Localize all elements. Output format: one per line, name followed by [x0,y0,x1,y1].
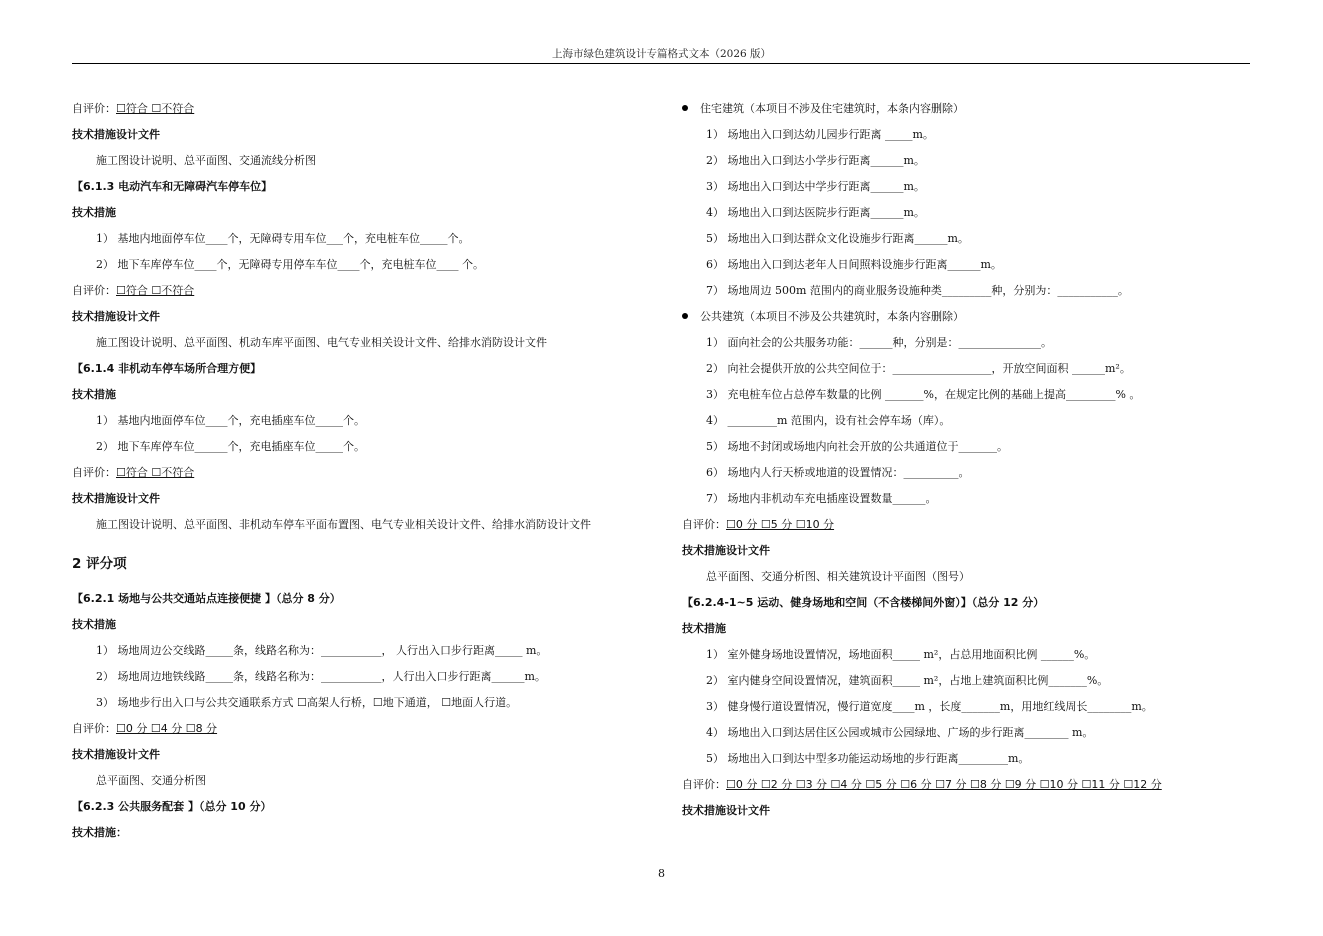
heading-line: 【6.2.3 公共服务配套 】（总分 10 分） [72,800,272,813]
self-evaluation-label: 自评价： [72,102,116,115]
self-evaluation-options[interactable]: ☐符合 ☐不符合 [116,466,195,479]
self-evaluation [682,772,1250,798]
heading-line: 【6.1.4 非机动车停车场所合理方便】 [72,362,262,375]
heading-line: 【6.1.3 电动汽车和无障碍汽车停车位】 [72,180,273,193]
heading-line: 技术措施 [72,618,116,631]
measure-item: 1） 室外健身场地设置情况，场地面积_____ m²，占总用地面积比例 ______%。 [706,648,1096,661]
heading-line: 技术措施设计文件 [682,804,770,817]
measure-item: 4） _________m 范围内，设有社会停车场（库）。 [706,414,951,427]
measure-item: 3） 场地出入口到达中学步行距离______m。 [706,180,925,193]
measure-item: 7） 场地内非机动车充电插座设置数量______。 [706,492,937,505]
measure-item: 4） 场地出入口到达居住区公园或城市公园绿地、广场的步行距离________ m。 [706,726,1094,739]
measure-item: 5） 场地出入口到达群众文化设施步行距离______m。 [706,232,969,245]
bullet-heading-text: 住宅建筑（本项目不涉及住宅建筑时，本条内容删除） [700,102,964,115]
self-evaluation-options[interactable]: ☐0 分 ☐4 分 ☐8 分 [116,722,218,735]
heading-line: 技术措施： [72,826,127,839]
heading-line: 技术措施 [72,388,116,401]
measure-item: 1） 场地周边公交线路_____条，线路名称为：___________， 人行出入口步行距离_____ m。 [96,644,548,657]
measure-item: 2） 场地周边地铁线路_____条，线路名称为：___________，人行出入口步行距离______m。 [96,670,546,683]
heading-line: 技术措施 [72,206,116,219]
self-evaluation-options[interactable]: ☐符合 ☐不符合 [116,102,195,115]
measure-item: 3） 健身慢行道设置情况，慢行道宽度____m ，长度_______m，用地红线周长________m。 [706,700,1153,713]
section-title: 2 评分项 [72,556,127,572]
measure-item: 6） 场地出入口到达老年人日间照料设施步行距离______m。 [706,258,1002,271]
design-document-list: 施工图设计说明、总平面图、机动车库平面图、电气专业相关设计文件、给排水消防设计文件 [96,336,547,349]
self-evaluation-label: 自评价： [682,518,726,531]
measure-item: 1） 基地内地面停车位____个，无障碍专用车位___个，充电桩车位_____个。 [96,232,470,245]
self-evaluation [72,716,642,742]
self-evaluation-options[interactable]: ☐符合 ☐不符合 [116,284,195,297]
self-evaluation [72,460,642,486]
bullet-icon [682,105,688,111]
bullet-heading-text: 公共建筑（本项目不涉及公共建筑时，本条内容删除） [700,310,964,323]
right-column [682,96,1250,824]
measure-item: 3） 充电桩车位占总停车数量的比例 _______%，在规定比例的基础上提高_________% 。 [706,388,1141,401]
self-evaluation-options[interactable]: ☐0 分 ☐5 分 ☐10 分 [726,518,835,531]
measure-item: 2） 场地出入口到达小学步行距离______m。 [706,154,925,167]
heading-line: 【6.2.4-1~5 运动、健身场地和空间（不含楼梯间外窗）】（总分 12 分） [682,596,1045,609]
self-evaluation-label: 自评价： [682,778,726,791]
design-document-list: 施工图设计说明、总平面图、非机动车停车平面布置图、电气专业相关设计文件、给排水消防设计文件 [96,518,591,531]
measure-item: 2） 地下车库停车位______个，充电插座车位_____个。 [96,440,365,453]
measure-item: 2） 室内健身空间设置情况，建筑面积_____ m²，占地上建筑面积比例_______%。 [706,674,1109,687]
left-column [72,96,642,846]
measure-item: 1） 基地内地面停车位____个，充电插座车位_____个。 [96,414,365,427]
bullet-heading [682,304,1250,330]
design-document-list: 施工图设计说明、总平面图、交通流线分析图 [96,154,316,167]
measure-item: 5） 场地出入口到达中型多功能运动场地的步行距离_________m。 [706,752,1030,765]
measure-item: 6） 场地内人行天桥或地道的设置情况：__________。 [706,466,970,479]
heading-line: 技术措施设计文件 [682,544,770,557]
self-evaluation [72,96,642,122]
heading-line: 技术措施设计文件 [72,492,160,505]
heading-line: 技术措施设计文件 [72,748,160,761]
design-document-list: 总平面图、交通分析图 [96,774,206,787]
measure-item: 3） 场地步行出入口与公共交通联系方式 ☐高架人行桥，☐地下通道， ☐地面人行道。 [96,696,518,709]
self-evaluation-label: 自评价： [72,466,116,479]
measure-item: 7） 场地周边 500m 范围内的商业服务设施种类_________种，分别为：___________。 [706,284,1129,297]
self-evaluation [72,278,642,304]
heading-line: 技术措施设计文件 [72,310,160,323]
measure-item: 1） 场地出入口到达幼儿园步行距离 _____m。 [706,128,934,141]
heading-line: 技术措施 [682,622,726,635]
self-evaluation [682,512,1250,538]
measure-item: 4） 场地出入口到达医院步行距离______m。 [706,206,925,219]
heading-line: 技术措施设计文件 [72,128,160,141]
design-document-list: 总平面图、交通分析图、相关建筑设计平面图（图号） [706,570,970,583]
heading-line: 【6.2.1 场地与公共交通站点连接便捷 】（总分 8 分） [72,592,341,605]
measure-item: 2） 向社会提供开放的公共空间位于：__________________，开放空间面积 ______m²。 [706,362,1131,375]
header-rule [72,63,1250,64]
bullet-icon [682,313,688,319]
measure-item: 1） 面向社会的公共服务功能：______种，分别是：_______________。 [706,336,1052,349]
measure-item: 2） 地下车库停车位____个，无障碍专用停车车位____个，充电桩车位____ 个。 [96,258,484,271]
bullet-heading [682,96,1250,122]
self-evaluation-label: 自评价： [72,284,116,297]
page-number: 8 [658,867,665,880]
page-header: 上海市绿色建筑设计专篇格式文本（2026 版） [551,48,772,60]
measure-item: 5） 场地不封闭或场地内向社会开放的公共通道位于_______。 [706,440,1008,453]
self-evaluation-options[interactable]: ☐0 分 ☐2 分 ☐3 分 ☐4 分 ☐5 分 ☐6 分 ☐7 分 ☐8 分 ☐9 分 ☐10 分 ☐11 分 ☐12 分 [726,778,1162,791]
self-evaluation-label: 自评价： [72,722,116,735]
